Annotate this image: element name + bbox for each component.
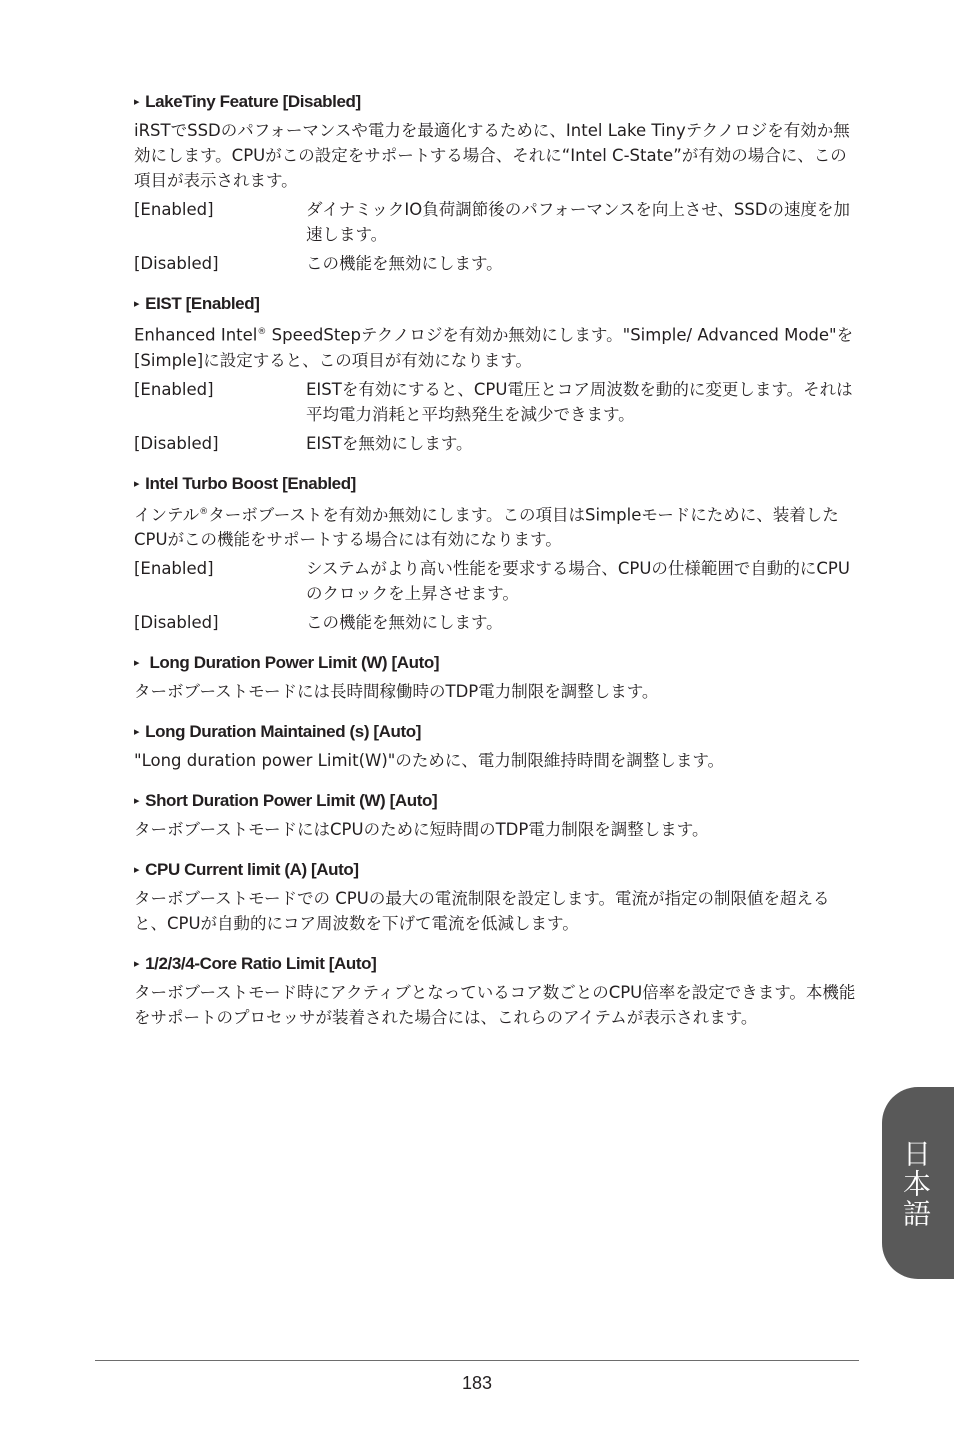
section-description: インテル®ターボブーストを有効か無効にします。この項目はSimpleモードにために、装着したCPUがこの機能をサポートする場合には有効になります。: [134, 505, 839, 549]
bullet-triangle-icon: ▸: [134, 657, 140, 669]
option-description: ダイナミックIO負荷調節後のパフォーマンスを向上させ、SSDの速度を加速します。: [306, 200, 851, 244]
section-description: ターボブーストモードでの CPUの最大の電流制限を設定します。電流が指定の制限値を超えると、CPUが自動的にコア周波数を下げて電流を低減します。: [134, 889, 830, 933]
option-description: システムがより高い性能を要求する場合、CPUの仕様範囲で自動的にCPUのクロックを上昇させます。: [306, 559, 850, 603]
option-row: [134, 610, 858, 635]
section-description: "Long duration power Limit(W)"のために、電力制限維持時間を調整します。: [134, 751, 725, 770]
option-key: [Enabled]: [134, 379, 214, 399]
option-row: [134, 377, 858, 427]
option-row: [134, 251, 858, 276]
section-description: ターボブーストモードには長時間稼働時のTDP電力制限を調整します。: [134, 682, 659, 701]
bullet-triangle-icon: ▸: [134, 298, 140, 310]
bullet-triangle-icon: ▸: [134, 477, 140, 490]
language-side-tab: [882, 1087, 954, 1279]
section-heading: ▸ LakeTiny Feature [Disabled]: [134, 92, 361, 111]
section-description: ターボブーストモード時にアクティブとなっているコア数ごとのCPU倍率を設定できます。本機能をサポートのプロセッサが装着された場合には、これらのアイテムが表示されます。: [134, 983, 856, 1027]
page-number: 183: [461, 1373, 493, 1393]
bullet-triangle-icon: ▸: [134, 795, 140, 807]
section-long-duration-maintained: [134, 720, 858, 773]
section-heading: ▸ CPU Current limit (A) [Auto]: [134, 860, 359, 879]
option-description: EISTを無効にします。: [306, 433, 473, 453]
section-heading: ▸ 1/2/3/4-Core Ratio Limit [Auto]: [134, 954, 377, 973]
section-long-duration-power-limit: [134, 651, 858, 704]
bullet-triangle-icon: ▸: [134, 864, 140, 876]
section-description: iRSTでSSDのパフォーマンスや電力を最適化するために、Intel Lake Tinyテクノロジを有効か無効にします。CPUがこの設定をサポートする場合、それに“Intel C-State”が有効の場合に、この項目が表示されます。: [134, 121, 850, 190]
option-description: この機能を無効にします。: [306, 613, 503, 632]
option-description: この機能を無効にします。: [306, 254, 503, 273]
section-core-ratio-limit: [134, 952, 858, 1030]
option-key: [Disabled]: [134, 254, 219, 273]
option-row: [134, 431, 858, 456]
section-heading: ▸ EIST [Enabled]: [134, 294, 260, 313]
section-cpu-current-limit: [134, 858, 858, 936]
option-row: [134, 556, 858, 606]
option-description: EISTを有効にすると、CPU電圧とコア周波数を動的に変更します。それは平均電力消耗と平均熱発生を減少できます。: [306, 379, 853, 424]
option-key: [Enabled]: [134, 559, 214, 578]
section-eist: [134, 292, 858, 456]
section-heading: ▸ Short Duration Power Limit (W) [Auto]: [134, 791, 438, 810]
section-description: Enhanced Intel® SpeedStepテクノロジを有効か無効にします。"Simple/ Advanced Mode"を[Simple]に設定すると、この項目が有効になります。: [134, 325, 854, 370]
bullet-triangle-icon: ▸: [134, 958, 140, 970]
section-heading: ▸ Long Duration Maintained (s) [Auto]: [134, 722, 422, 741]
option-key: [Disabled]: [134, 433, 219, 453]
footer-divider: [95, 1360, 859, 1361]
section-heading: ▸ Long Duration Power Limit (W) [Auto]: [134, 653, 440, 672]
section-description: ターボブーストモードにはCPUのために短時間のTDP電力制限を調整します。: [134, 820, 709, 839]
section-short-duration-power-limit: [134, 789, 858, 842]
bullet-triangle-icon: ▸: [134, 726, 140, 738]
language-tab-label: 日本語: [899, 1139, 932, 1229]
option-row: [134, 197, 858, 247]
option-key: [Disabled]: [134, 613, 219, 632]
section-turbo-boost: [134, 472, 858, 636]
option-key: [Enabled]: [134, 200, 214, 219]
section-heading: ▸ Intel Turbo Boost [Enabled]: [134, 473, 356, 493]
section-laketiny: [134, 90, 858, 276]
manual-content: [134, 90, 858, 1046]
bullet-triangle-icon: ▸: [134, 96, 140, 108]
